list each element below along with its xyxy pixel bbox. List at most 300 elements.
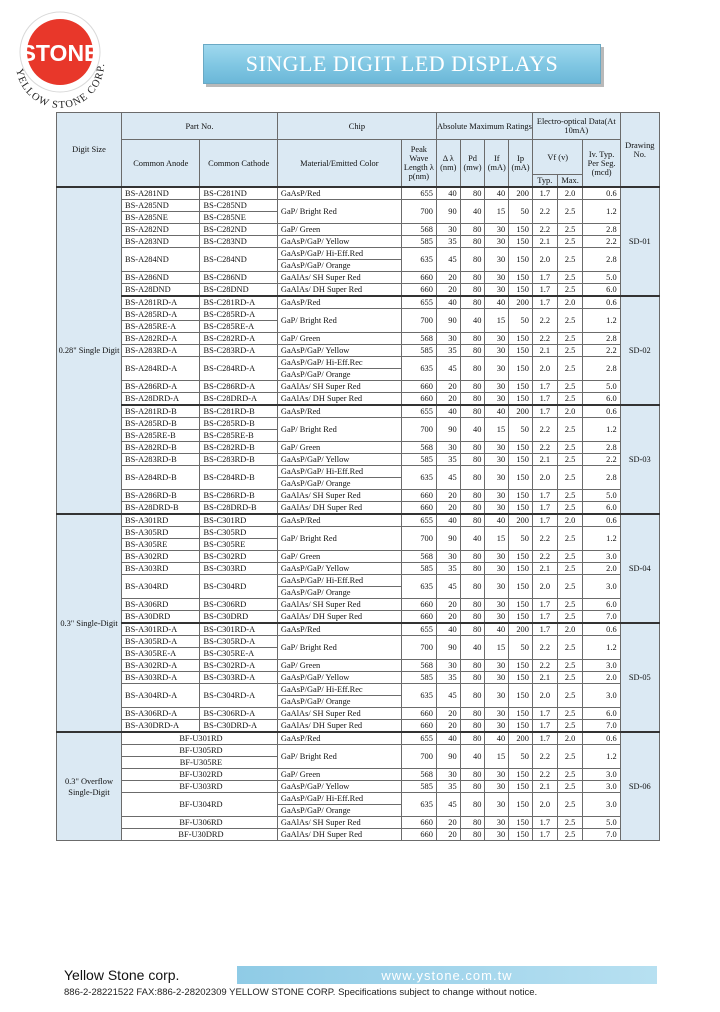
peak-wave: 660 (401, 720, 436, 733)
cathode-part-no: BS-C283ND (200, 236, 277, 248)
material-color: GaAsP/GaP/ Yellow (277, 236, 401, 248)
vf-max: 2.5 (557, 466, 583, 490)
table-row (57, 224, 660, 236)
anode-part-no: BS-A284RD-A (122, 357, 200, 381)
anode-part-no: BS-A304RD-A (122, 684, 200, 708)
header-vf: Vf (v) (532, 140, 583, 175)
ip-value: 200 (509, 296, 533, 309)
vf-typ: 1.7 (532, 514, 557, 527)
delta-lambda: 35 (436, 563, 460, 575)
vf-typ: 2.2 (532, 333, 557, 345)
vf-typ: 1.7 (532, 393, 557, 406)
iv-typ: 6.0 (583, 393, 620, 406)
vf-typ: 1.7 (532, 381, 557, 393)
delta-lambda: 30 (436, 769, 460, 781)
ip-value: 150 (509, 660, 533, 672)
pd-value: 80 (460, 563, 485, 575)
cathode-part-no: BS-C302RD (200, 551, 277, 563)
material-color: GaAsP/GaP/ Orange (277, 478, 401, 490)
material-color: GaAlAs/ DH Super Red (277, 502, 401, 515)
anode-part-no: BS-A285ND (122, 200, 200, 212)
ip-value: 50 (509, 527, 533, 551)
header-digit-size: Digit Size (57, 113, 122, 188)
ip-value: 150 (509, 563, 533, 575)
anode-part-no: BS-A303RD (122, 563, 200, 575)
if-value: 40 (485, 187, 509, 200)
ip-value: 150 (509, 454, 533, 466)
delta-lambda: 90 (436, 745, 460, 769)
if-value: 30 (485, 708, 509, 720)
pd-value: 80 (460, 551, 485, 563)
material-color: GaAsP/GaP/ Yellow (277, 672, 401, 684)
cathode-part-no: BS-C28DRD-B (200, 502, 277, 515)
if-value: 30 (485, 563, 509, 575)
if-value: 15 (485, 418, 509, 442)
ip-value: 150 (509, 272, 533, 284)
logo-ring-text: YELLOW STONE CORP. (13, 62, 108, 110)
table-row (57, 527, 660, 539)
delta-lambda: 45 (436, 575, 460, 599)
anode-part-no: BS-A285RD-A (122, 309, 200, 321)
material-color: GaP/ Bright Red (277, 200, 401, 224)
material-color: GaAsP/GaP/ Yellow (277, 563, 401, 575)
vf-max: 2.5 (557, 345, 583, 357)
anode-part-no: BS-A28DRD-A (122, 393, 200, 406)
cathode-part-no: BS-C305RE-A (200, 648, 277, 660)
peak-wave: 655 (401, 514, 436, 527)
iv-typ: 6.0 (583, 284, 620, 297)
iv-typ: 6.0 (583, 599, 620, 611)
iv-typ: 3.0 (583, 660, 620, 672)
logo-brand: STONE (20, 40, 100, 66)
vf-max: 2.5 (557, 490, 583, 502)
ip-value: 150 (509, 442, 533, 454)
header-delta: Δ λ (nm) (436, 140, 460, 188)
anode-part-no: BS-A301RD (122, 514, 200, 527)
peak-wave: 700 (401, 636, 436, 660)
pd-value: 40 (460, 745, 485, 769)
drawing-no: SD-04 (620, 514, 659, 623)
header-chip: Chip (277, 113, 436, 140)
anode-part-no: BS-A281RD-A (122, 296, 200, 309)
vf-typ: 2.1 (532, 781, 557, 793)
ip-value: 150 (509, 769, 533, 781)
material-color: GaAsP/GaP/ Yellow (277, 454, 401, 466)
material-color: GaAsP/Red (277, 732, 401, 745)
material-color: GaAsP/GaP/ Yellow (277, 345, 401, 357)
digit-size-cell: 0.28" Single Digit (57, 187, 122, 514)
cathode-part-no: BS-C281RD-B (200, 405, 277, 418)
delta-lambda: 35 (436, 781, 460, 793)
delta-lambda: 90 (436, 200, 460, 224)
vf-typ: 2.2 (532, 745, 557, 769)
iv-typ: 2.8 (583, 224, 620, 236)
cathode-part-no: BS-C282ND (200, 224, 277, 236)
vf-typ: 1.7 (532, 732, 557, 745)
drawing-no: SD-03 (620, 405, 659, 514)
digit-size-cell: 0.3" Single-Digit (57, 514, 122, 732)
pd-value: 80 (460, 296, 485, 309)
drawing-no: SD-01 (620, 187, 659, 296)
if-value: 30 (485, 660, 509, 672)
material-color: GaP/ Green (277, 551, 401, 563)
pd-value: 80 (460, 442, 485, 454)
material-color: GaAsP/GaP/ Hi-Eff.Red (277, 575, 401, 587)
peak-wave: 568 (401, 769, 436, 781)
delta-lambda: 20 (436, 599, 460, 611)
iv-typ: 2.8 (583, 333, 620, 345)
material-color: GaAlAs/ DH Super Red (277, 284, 401, 297)
table-row (57, 781, 660, 793)
vf-typ: 2.2 (532, 551, 557, 563)
header-common-anode: Common Anode (122, 140, 200, 188)
delta-lambda: 20 (436, 284, 460, 297)
footer-contact: 886-2-28221522 FAX:886-2-28202309 YELLOW STONE CORP. Specifications subject to change without notice. (64, 987, 538, 998)
digit-size-group (57, 514, 660, 732)
delta-lambda: 40 (436, 296, 460, 309)
vf-typ: 2.2 (532, 224, 557, 236)
vf-max: 2.5 (557, 236, 583, 248)
material-color: GaAsP/GaP/ Orange (277, 696, 401, 708)
ip-value: 150 (509, 817, 533, 829)
peak-wave: 700 (401, 527, 436, 551)
peak-wave: 660 (401, 599, 436, 611)
pd-value: 80 (460, 817, 485, 829)
if-value: 30 (485, 829, 509, 841)
pd-value: 80 (460, 490, 485, 502)
if-value: 30 (485, 393, 509, 406)
iv-typ: 0.6 (583, 732, 620, 745)
table-row (57, 418, 660, 430)
delta-lambda: 45 (436, 793, 460, 817)
vf-max: 2.5 (557, 745, 583, 769)
pd-value: 80 (460, 333, 485, 345)
peak-wave: 635 (401, 684, 436, 708)
delta-lambda: 45 (436, 357, 460, 381)
if-value: 30 (485, 442, 509, 454)
if-value: 30 (485, 284, 509, 297)
if-value: 30 (485, 272, 509, 284)
iv-typ: 6.0 (583, 502, 620, 515)
cathode-part-no: BS-C285RE-A (200, 321, 277, 333)
ip-value: 50 (509, 745, 533, 769)
material-color: GaAsP/GaP/ Hi-Eff.Rec (277, 357, 401, 369)
header-peak-wave: Peak Wave Length λ p(nm) (401, 140, 436, 188)
if-value: 30 (485, 490, 509, 502)
vf-typ: 1.7 (532, 817, 557, 829)
pd-value: 80 (460, 684, 485, 708)
material-color: GaAlAs/ SH Super Red (277, 708, 401, 720)
material-color: GaP/ Bright Red (277, 636, 401, 660)
iv-typ: 2.8 (583, 357, 620, 381)
peak-wave: 655 (401, 623, 436, 636)
peak-wave: 568 (401, 333, 436, 345)
anode-part-no: BS-A284RD-B (122, 466, 200, 490)
ip-value: 50 (509, 309, 533, 333)
anode-part-no: BS-A284ND (122, 248, 200, 272)
table-row (57, 563, 660, 575)
iv-typ: 1.2 (583, 527, 620, 551)
anode-part-no: BS-A301RD-A (122, 623, 200, 636)
anode-part-no: BS-A285RE-A (122, 321, 200, 333)
ip-value: 150 (509, 829, 533, 841)
delta-lambda: 30 (436, 442, 460, 454)
iv-typ: 3.0 (583, 793, 620, 817)
table-row (57, 442, 660, 454)
header-abs-max: Absolute Maximum Ratings (436, 113, 532, 140)
if-value: 30 (485, 551, 509, 563)
anode-part-no: BS-A28DND (122, 284, 200, 297)
vf-max: 2.5 (557, 708, 583, 720)
cathode-part-no: BS-C284RD-A (200, 357, 277, 381)
iv-typ: 0.6 (583, 187, 620, 200)
material-color: GaAsP/GaP/ Hi-Eff.Rec (277, 684, 401, 696)
vf-typ: 1.7 (532, 284, 557, 297)
vf-typ: 1.7 (532, 490, 557, 502)
vf-max: 2.5 (557, 793, 583, 817)
header-iv: Iv. Typ. Per Seg. (mcd) (583, 140, 620, 188)
ip-value: 150 (509, 781, 533, 793)
website-link[interactable]: www.ystone.com.tw (381, 967, 513, 983)
vf-typ: 1.7 (532, 296, 557, 309)
peak-wave: 660 (401, 611, 436, 624)
vf-typ: 1.7 (532, 829, 557, 841)
iv-typ: 3.0 (583, 575, 620, 599)
vf-max: 2.5 (557, 781, 583, 793)
vf-max: 2.5 (557, 684, 583, 708)
material-color: GaAsP/Red (277, 623, 401, 636)
table-row (57, 575, 660, 587)
iv-typ: 7.0 (583, 720, 620, 733)
pd-value: 80 (460, 611, 485, 624)
iv-typ: 7.0 (583, 829, 620, 841)
cathode-part-no: BS-C305RE (200, 539, 277, 551)
part-no: BF-U302RD (122, 769, 278, 781)
ip-value: 50 (509, 636, 533, 660)
vf-typ: 2.2 (532, 200, 557, 224)
pd-value: 80 (460, 454, 485, 466)
if-value: 15 (485, 745, 509, 769)
vf-typ: 2.0 (532, 357, 557, 381)
vf-max: 2.5 (557, 442, 583, 454)
if-value: 40 (485, 732, 509, 745)
material-color: GaP/ Bright Red (277, 418, 401, 442)
table-row (57, 514, 660, 527)
material-color: GaP/ Green (277, 224, 401, 236)
digit-size-group (57, 187, 660, 514)
anode-part-no: BS-A286RD-B (122, 490, 200, 502)
delta-lambda: 30 (436, 224, 460, 236)
material-color: GaAlAs/ DH Super Red (277, 720, 401, 733)
table-row (57, 381, 660, 393)
delta-lambda: 90 (436, 309, 460, 333)
cathode-part-no: BS-C303RD (200, 563, 277, 575)
material-color: GaP/ Green (277, 442, 401, 454)
cathode-part-no: BS-C304RD-A (200, 684, 277, 708)
if-value: 15 (485, 527, 509, 551)
vf-max: 2.5 (557, 418, 583, 442)
anode-part-no: BS-A303RD-A (122, 672, 200, 684)
vf-max: 2.5 (557, 563, 583, 575)
vf-typ: 2.2 (532, 527, 557, 551)
anode-part-no: BS-A283ND (122, 236, 200, 248)
peak-wave: 585 (401, 236, 436, 248)
vf-typ: 2.2 (532, 442, 557, 454)
ip-value: 150 (509, 502, 533, 515)
ip-value: 150 (509, 236, 533, 248)
part-no: BF-U305RD (122, 745, 278, 757)
delta-lambda: 45 (436, 466, 460, 490)
if-value: 40 (485, 405, 509, 418)
cathode-part-no: BS-C285RD-B (200, 418, 277, 430)
vf-typ: 1.7 (532, 720, 557, 733)
table-row (57, 672, 660, 684)
cathode-part-no: BS-C306RD-A (200, 708, 277, 720)
pd-value: 80 (460, 575, 485, 599)
cathode-part-no: BS-C28DRD-A (200, 393, 277, 406)
vf-typ: 2.1 (532, 236, 557, 248)
peak-wave: 700 (401, 309, 436, 333)
cathode-part-no: BS-C283RD-B (200, 454, 277, 466)
peak-wave: 655 (401, 732, 436, 745)
table-row (57, 708, 660, 720)
pd-value: 80 (460, 393, 485, 406)
drawing-no: SD-05 (620, 623, 659, 732)
part-no: BF-U303RD (122, 781, 278, 793)
if-value: 40 (485, 296, 509, 309)
pd-value: 80 (460, 466, 485, 490)
logo-mark (4, 6, 116, 110)
peak-wave: 585 (401, 345, 436, 357)
vf-max: 2.5 (557, 769, 583, 781)
iv-typ: 2.8 (583, 248, 620, 272)
ip-value: 50 (509, 200, 533, 224)
delta-lambda: 20 (436, 490, 460, 502)
vf-max: 2.0 (557, 187, 583, 200)
delta-lambda: 35 (436, 236, 460, 248)
pd-value: 80 (460, 405, 485, 418)
iv-typ: 2.2 (583, 454, 620, 466)
cathode-part-no: BS-C301RD-A (200, 623, 277, 636)
if-value: 30 (485, 236, 509, 248)
cathode-part-no: BS-C30DRD-A (200, 720, 277, 733)
material-color: GaAlAs/ SH Super Red (277, 381, 401, 393)
table-row (57, 551, 660, 563)
cathode-part-no: BS-C285RD-A (200, 309, 277, 321)
ip-value: 200 (509, 514, 533, 527)
pd-value: 80 (460, 732, 485, 745)
vf-max: 2.0 (557, 405, 583, 418)
pd-value: 80 (460, 829, 485, 841)
cathode-part-no: BS-C286ND (200, 272, 277, 284)
anode-part-no: BS-A281ND (122, 187, 200, 200)
cathode-part-no: BS-C305RD-A (200, 636, 277, 648)
header-common-cathode: Common Cathode (200, 140, 277, 188)
pd-value: 40 (460, 309, 485, 333)
table-row (57, 284, 660, 297)
pd-value: 80 (460, 345, 485, 357)
delta-lambda: 40 (436, 405, 460, 418)
pd-value: 80 (460, 793, 485, 817)
anode-part-no: BS-A285NE (122, 212, 200, 224)
table-row (57, 793, 660, 805)
iv-typ: 5.0 (583, 817, 620, 829)
vf-typ: 2.2 (532, 660, 557, 672)
iv-typ: 0.6 (583, 623, 620, 636)
peak-wave: 635 (401, 575, 436, 599)
ip-value: 200 (509, 732, 533, 745)
if-value: 30 (485, 357, 509, 381)
anode-part-no: BS-A304RD (122, 575, 200, 599)
vf-typ: 2.2 (532, 636, 557, 660)
peak-wave: 585 (401, 454, 436, 466)
peak-wave: 660 (401, 817, 436, 829)
ip-value: 150 (509, 333, 533, 345)
if-value: 30 (485, 454, 509, 466)
delta-lambda: 30 (436, 551, 460, 563)
ip-value: 150 (509, 684, 533, 708)
anode-part-no: BS-A305RD-A (122, 636, 200, 648)
page-title: SINGLE DIGIT LED DISPLAYS (245, 51, 559, 76)
page-title-banner (203, 44, 601, 84)
table-row (57, 611, 660, 624)
delta-lambda: 20 (436, 720, 460, 733)
peak-wave: 635 (401, 248, 436, 272)
material-color: GaAsP/GaP/ Hi-Eff.Red (277, 466, 401, 478)
material-color: GaAsP/Red (277, 514, 401, 527)
ip-value: 150 (509, 248, 533, 272)
material-color: GaP/ Bright Red (277, 745, 401, 769)
if-value: 40 (485, 514, 509, 527)
anode-part-no: BS-A286ND (122, 272, 200, 284)
iv-typ: 1.2 (583, 636, 620, 660)
cathode-part-no: BS-C284RD-B (200, 466, 277, 490)
if-value: 30 (485, 817, 509, 829)
delta-lambda: 40 (436, 514, 460, 527)
iv-typ: 5.0 (583, 490, 620, 502)
anode-part-no: BS-A282RD-A (122, 333, 200, 345)
table-row (57, 490, 660, 502)
anode-part-no: BS-A305RE-A (122, 648, 200, 660)
if-value: 30 (485, 720, 509, 733)
peak-wave: 585 (401, 563, 436, 575)
if-value: 30 (485, 611, 509, 624)
ip-value: 150 (509, 672, 533, 684)
cathode-part-no: BS-C302RD-A (200, 660, 277, 672)
company-logo (4, 6, 116, 110)
part-no: BF-U306RD (122, 817, 278, 829)
delta-lambda: 30 (436, 660, 460, 672)
vf-max: 2.5 (557, 829, 583, 841)
vf-max: 2.5 (557, 599, 583, 611)
ip-value: 150 (509, 490, 533, 502)
pd-value: 40 (460, 418, 485, 442)
iv-typ: 5.0 (583, 381, 620, 393)
iv-typ: 0.6 (583, 296, 620, 309)
if-value: 30 (485, 793, 509, 817)
if-value: 30 (485, 224, 509, 236)
if-value: 30 (485, 684, 509, 708)
table-row (57, 466, 660, 478)
drawing-no: SD-06 (620, 732, 659, 841)
footer-website[interactable] (237, 966, 657, 984)
anode-part-no: BS-A281RD-B (122, 405, 200, 418)
part-no: BF-U301RD (122, 732, 278, 745)
pd-value: 80 (460, 381, 485, 393)
pd-value: 40 (460, 527, 485, 551)
cathode-part-no: BS-C30DRD (200, 611, 277, 624)
peak-wave: 660 (401, 393, 436, 406)
